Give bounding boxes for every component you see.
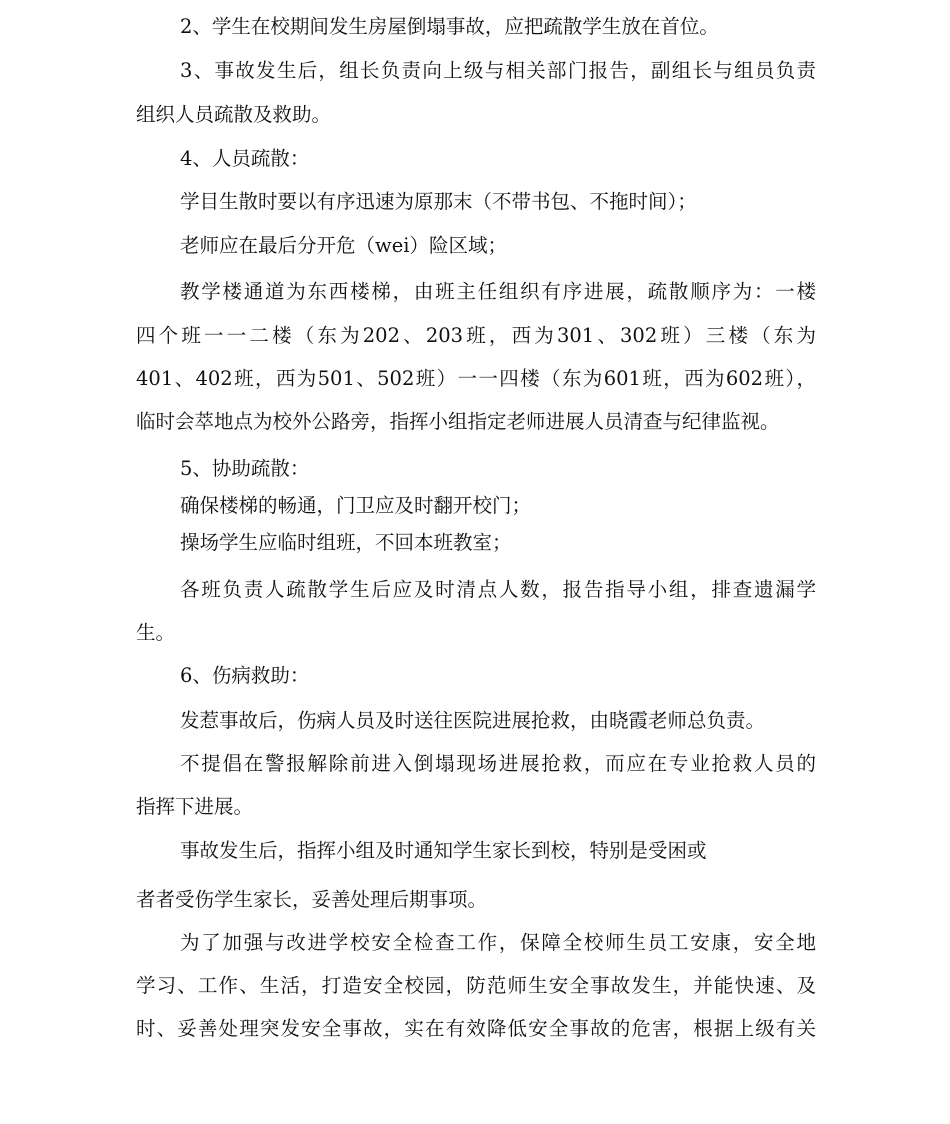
paragraph-line: 四个班一一二楼（东为202、203班，西为301、302班）三楼（东为 <box>136 324 816 347</box>
paragraph-line: 学习、工作、生活，打造安全校园，防范师生安全事故发生，并能快速、及 <box>136 974 816 997</box>
section-heading: 6、伤病救助： <box>180 664 310 687</box>
paragraph-line: 时、妥善处理突发安全事故，实在有效降低安全事故的危害，根据上级有关 <box>136 1017 816 1040</box>
paragraph-line: 组织人员疏散及救助。 <box>136 103 332 126</box>
paragraph-line: 学目生散时要以有序迅速为原那末（不带书包、不拖时间）； <box>180 190 697 213</box>
paragraph-line: 指挥下进展。 <box>136 795 254 818</box>
paragraph-line: 401、402班，西为501、502班）一一四楼（东为601班，西为602班）， <box>136 367 816 390</box>
paragraph-line: 生。 <box>136 621 176 644</box>
paragraph-line: 为了加强与改进学校安全检查工作，保障全校师生员工安康，安全地 <box>180 931 816 954</box>
section-heading: 4、人员疏散： <box>180 147 310 170</box>
paragraph-line: 发惹事故后，伤病人员及时送往医院进展抢救，由晓霞老师总负责。 <box>180 709 766 732</box>
paragraph-line: 教学楼通道为东西楼梯，由班主任组织有序进展，疏散顺序为：一楼 <box>180 280 816 303</box>
section-heading: 5、协助疏散： <box>180 457 310 480</box>
paragraph-line: 临时会萃地点为校外公路旁，指挥小组指定老师进展人员清查与纪律监视。 <box>136 410 780 433</box>
paragraph-line: 3、事故发生后，组长负责向上级与相关部门报告，副组长与组员负责 <box>180 59 816 82</box>
paragraph-line: 操场学生应临时组班，不回本班教室； <box>180 531 512 554</box>
paragraph-line: 老师应在最后分开危（wei）险区域； <box>180 234 507 257</box>
paragraph-line: 事故发生后，指挥小组及时通知学生家长到校，特别是受困或 <box>180 839 707 862</box>
paragraph-line: 不提倡在警报解除前进入倒塌现场进展抢救，而应在专业抢救人员的 <box>180 752 816 775</box>
paragraph-line: 2、学生在校期间发生房屋倒塌事故，应把疏散学生放在首位。 <box>180 15 719 38</box>
paragraph-line: 确保楼梯的畅通，门卫应及时翻开校门； <box>180 494 532 517</box>
paragraph-line: 各班负责人疏散学生后应及时清点人数，报告指导小组，排查遗漏学 <box>180 578 816 601</box>
paragraph-line: 者者受伤学生家长，妥善处理后期事项。 <box>136 888 488 911</box>
